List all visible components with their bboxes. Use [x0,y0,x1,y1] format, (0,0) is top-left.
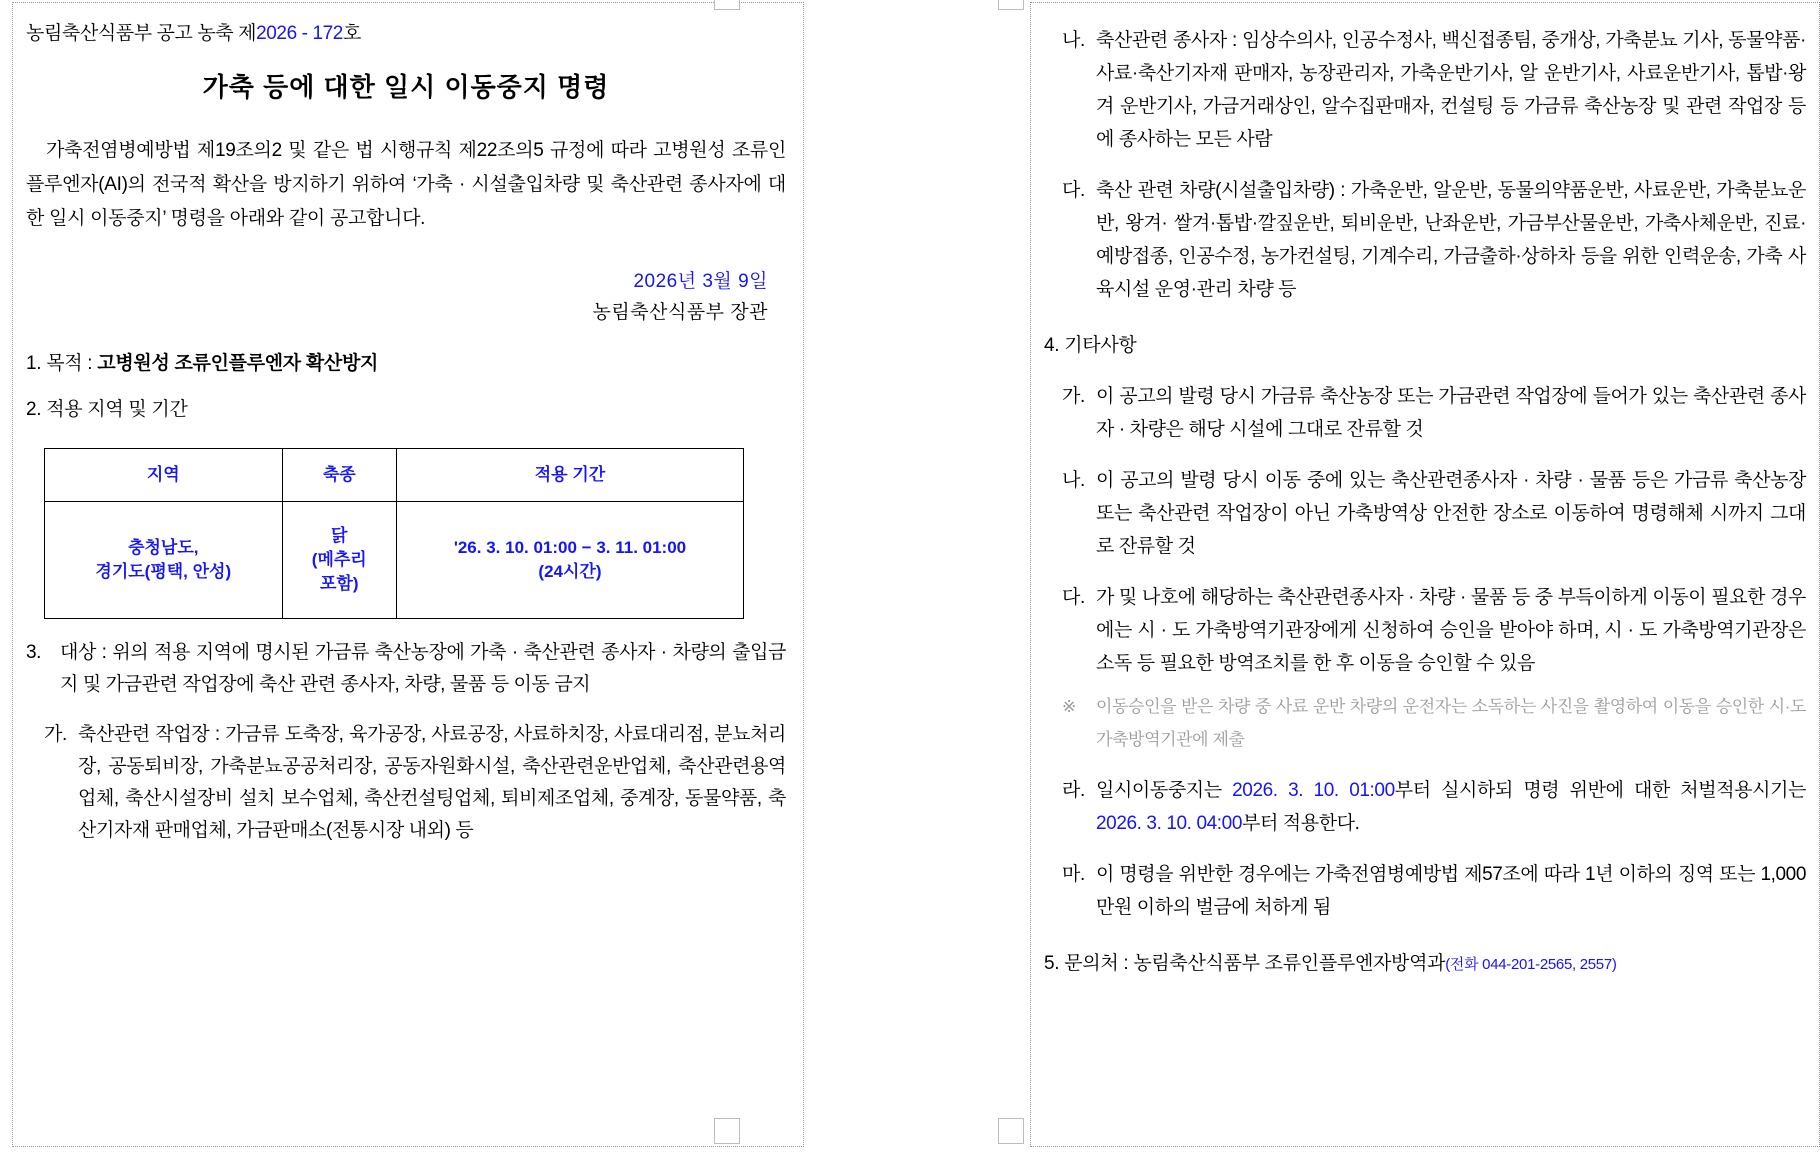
other-item-d-suffix: 부터 적용한다. [1242,813,1360,834]
other-item-d-prefix: 일시이동중지는 [1096,780,1233,801]
other-note [1062,690,1806,756]
other-item-e [1062,858,1806,924]
region-line-1: 충청남도, [128,538,199,557]
period-line-2: (24시간) [538,562,602,581]
species-line-1: 닭 [331,526,348,545]
scope-table [44,448,744,619]
notice-number [26,18,786,45]
other-item-d-mid: 부터 실시하되 명령 위반에 대한 처벌적용시기는 [1394,780,1806,801]
other-item-a-text: 이 공고의 발령 당시 가금류 축산농장 또는 가금관련 작업장에 들어가 있는 축산관련 종사자 · 차량은 해당 시설에 그대로 잔류할 것 [1096,386,1806,440]
other-item-d-datetime-start: 2026. 3. 10. 01:00 [1232,780,1395,801]
target-marker: 3. [26,642,42,663]
other-item-d [1062,774,1806,840]
other-item-b [1062,464,1806,563]
table-header-row [45,449,744,502]
target-item-b [1062,24,1806,156]
section-purpose [26,348,786,380]
other-item-d-marker: 라. [1062,780,1085,801]
table-header-period: 적용 기간 [396,449,743,502]
table-cell-species [282,502,396,619]
other-item-b-marker: 나. [1062,470,1085,491]
page-right-content [1044,6,1806,981]
section-other-heading: 4. 기타사항 [1044,335,1137,356]
section-scope-heading: 2. 적용 지역 및 기간 [26,399,188,420]
notice-number-prefix: 농림축산식품부 공고 농축 제 [26,23,257,44]
other-note-text: 이동승인을 받은 차량 중 사료 운반 차량의 운전자는 소독하는 사진을 촬영하여 이동을 승인한 시·도 가축방역기관에 제출 [1096,697,1806,749]
table-header-species: 축종 [282,449,396,502]
purpose-label: 1. 목적 : [26,353,98,374]
table-row [45,502,744,619]
notice-number-suffix: 호 [342,23,361,44]
target-item-a-marker: 가. [44,724,67,745]
crop-mark-bottom-right [998,1118,1024,1144]
other-note-marker: ※ [1062,697,1076,716]
crop-mark-top-right [998,0,1024,10]
species-line-2: (메추리 [311,550,367,569]
intro-paragraph: 가축전염병예방법 제19조의2 및 같은 법 시행규칙 제22조의5 규정에 따라 고병원성 조류인플루엔자(AI)의 전국적 확산을 방지하기 위하여 ‘가축 · 시설출입차량 및 축산관련 종사자에 대한 일시 이동중지’ 명령을 아래와 같이 공고합니다. [26,140,786,229]
other-item-b-text: 이 공고의 발령 당시 이동 중에 있는 축산관련종사자 · 차량 · 물품 등은 가금류 축산농장 또는 축산관련 작업장이 아닌 가축방역상 안전한 장소로 이동하여 명령해체 시까지 그대로 잔류할 것 [1096,470,1806,557]
other-item-e-marker: 마. [1062,864,1085,885]
page-left [0,0,820,1159]
other-item-d-datetime-penalty: 2026. 3. 10. 04:00 [1096,813,1242,834]
document-title: 가축 등에 대한 일시 이동중지 명령 [202,72,610,102]
section-target [26,637,786,701]
other-item-a [1062,380,1806,446]
crop-mark-top-left [714,0,740,10]
notice-number-value: 2026 - 172 [256,23,343,44]
page-right [1000,0,1820,1159]
page-left-content [26,18,786,847]
target-item-b-text: 축산관련 종사자 : 임상수의사, 인공수정사, 백신접종팀, 중개상, 가축분뇨 기사, 동물약품·사료·축산기자재 판매자, 농장관리자, 가축운반기사, 알 운반기사, 사료운반기사, 톱밥·왕겨 운반기사, 가금거래상인, 알수집판매자, 컨설팅 등 가금류 축산농장 및 관련 작업장 등에 종사하는 모든 사람 [1096,30,1806,150]
other-item-d-text [1096,774,1806,840]
table-header-region: 지역 [45,449,283,502]
table-cell-period [396,502,743,619]
other-item-e-text: 이 명령을 위반한 경우에는 가축전염병예방법 제57조에 따라 1년 이하의 징역 또는 1,000만원 이하의 벌금에 처하게 됨 [1096,864,1806,918]
target-item-c [1062,174,1806,306]
page-gutter [820,0,1000,1159]
other-item-a-marker: 가. [1062,386,1085,407]
purpose-value: 고병원성 조류인플루엔자 확산방지 [97,353,379,374]
target-item-c-marker: 다. [1062,180,1085,201]
other-item-c-marker: 다. [1062,587,1085,608]
target-item-b-marker: 나. [1062,30,1085,51]
species-line-3: 포함) [319,574,359,593]
target-item-c-text: 축산 관련 차량(시설출입차량) : 가축운반, 알운반, 동물의약품운반, 사료운반, 가축분뇨운반, 왕겨· 쌀겨·톱밥·깔짚운반, 퇴비운반, 난좌운반, 가금부산물운반, 가축사체운반, 진료·예방접종, 인공수정, 농가컨설팅, 기계수리, 가금출하·상하차 등을 위한 인력운송, 가축 사육시설 운영·관리 차량 등 [1096,180,1806,300]
issue-date: 2026년 3월 9일 [633,271,768,292]
section-contact [1044,948,1806,981]
contact-label: 5. 문의처 : 농림축산식품부 조류인플루엔자방역과 [1044,953,1446,974]
crop-mark-bottom-left [714,1118,740,1144]
period-line-1: '26. 3. 10. 01:00 − 3. 11. 01:00 [453,538,687,557]
region-line-2: 경기도(평택, 안성) [95,562,232,581]
target-text: 대상 : 위의 적용 지역에 명시된 가금류 축산농장에 가축 · 축산관련 종사자 · 차량의 출입금지 및 가금관련 작업장에 축산 관련 종사자, 차량, 물품 등 이동 금지 [60,642,786,695]
target-item-a [44,719,786,847]
other-item-c-text: 가 및 나호에 해당하는 축산관련종사자 · 차량 · 물품 등 중 부득이하게 이동이 필요한 경우에는 시 · 도 가축방역기관장에게 신청하여 승인을 받아야 하며, 시 · 도 가축방역기관장은 소독 등 필요한 방역조치를 한 후 이동을 승인할 수 있음 [1096,587,1806,674]
contact-detail: (전화 044-201-2565, 2557) [1445,956,1617,973]
issuer-name: 농림축산식품부 장관 [592,302,768,323]
table-cell-region [45,502,283,619]
other-item-c [1062,581,1806,680]
target-item-a-text: 축산관련 작업장 : 가금류 도축장, 육가공장, 사료공장, 사료하치장, 사료대리점, 분뇨처리장, 공동퇴비장, 가축분뇨공공처리장, 공동자원화시설, 축산관련운반업체, 축산관련용역업체, 축산시설장비 설치 보수업체, 축산컨설팅업체, 퇴비제조업체, 중계장, 동물약품, 축산기자재 판매업체, 가금판매소(전통시장 내외) 등 [78,724,786,841]
